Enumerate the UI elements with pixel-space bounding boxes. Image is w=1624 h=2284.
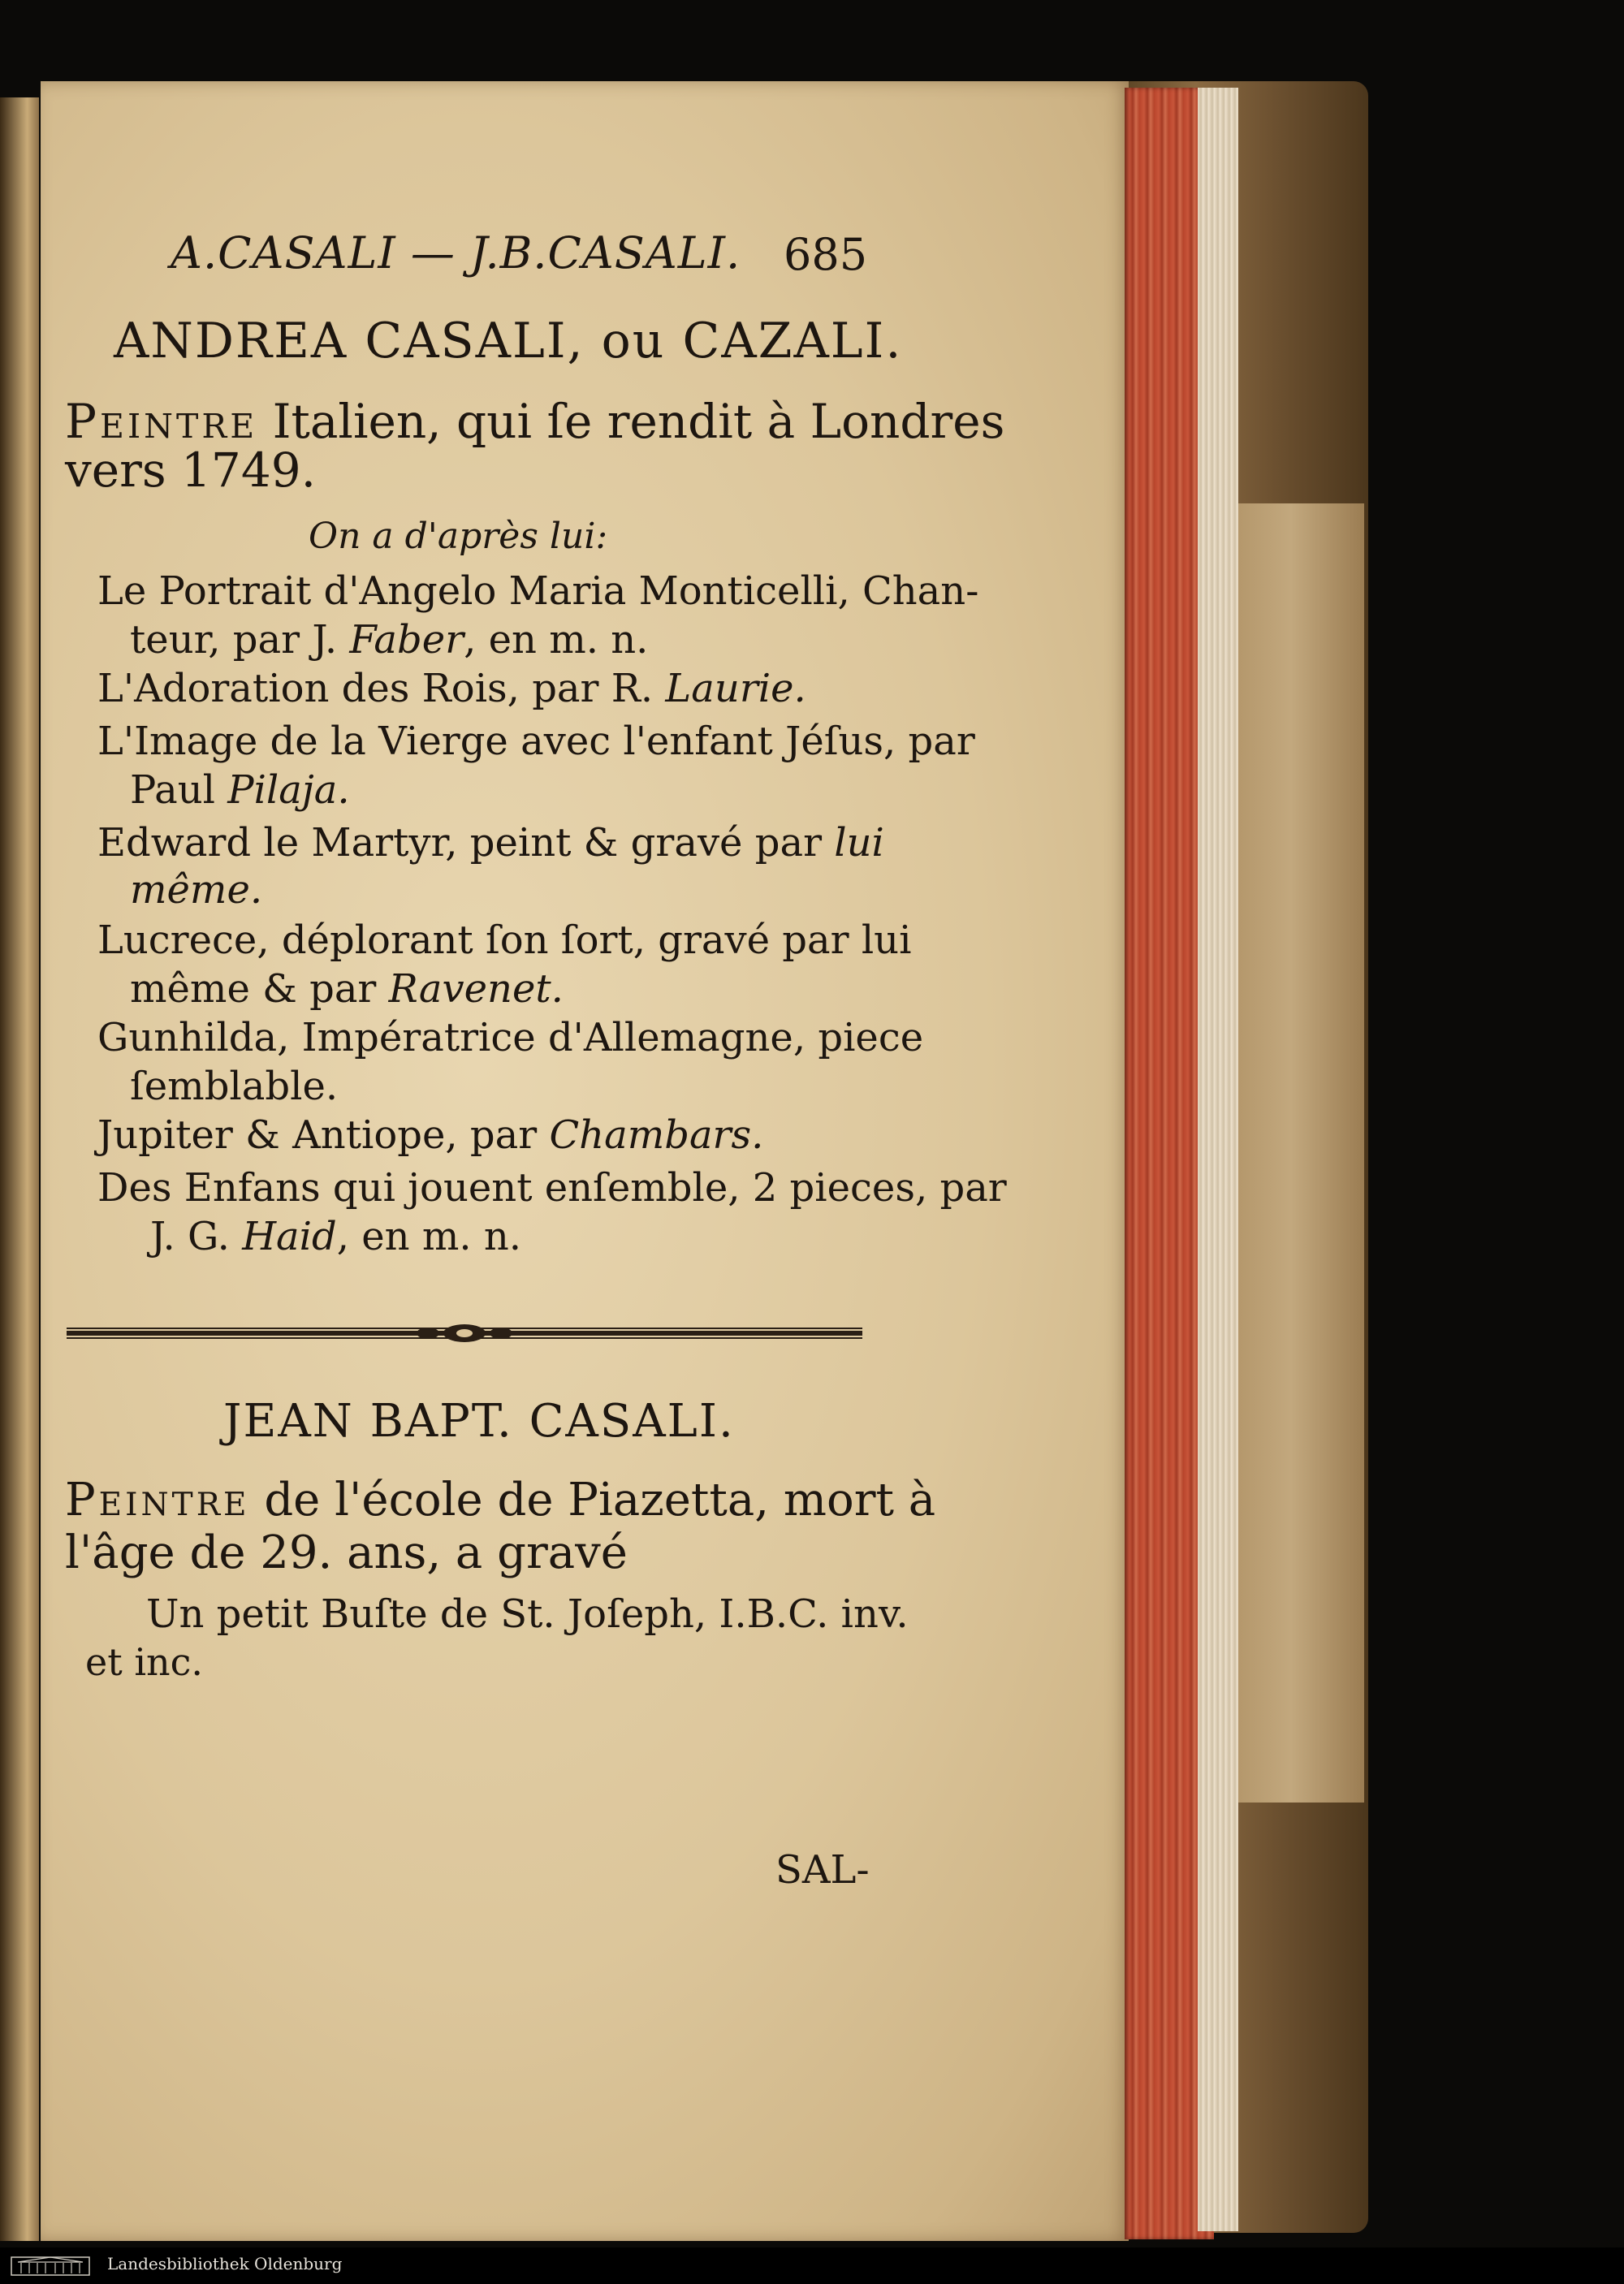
intro-rest: de l'école de Piazetta, mort à xyxy=(249,1474,936,1526)
entry-artist: lui xyxy=(834,820,884,866)
entry-5-line-2 xyxy=(130,966,564,1012)
entry-text: Jupiter & Antiope, par xyxy=(97,1112,550,1158)
entry-artist: Pilaja. xyxy=(227,767,350,813)
entry-text: , en m. n. xyxy=(336,1214,522,1259)
entry-4-line-1 xyxy=(97,820,884,866)
entry-3-line-2 xyxy=(130,767,350,813)
intro-line-2: vers 1749. xyxy=(65,443,317,498)
entry-artist: Faber xyxy=(349,617,464,663)
entry-text: même & par xyxy=(130,966,389,1012)
jb-entry-line-2: et inc. xyxy=(85,1640,204,1684)
facing-page-edge xyxy=(0,97,39,2241)
jb-entry-line-1: Un petit Buſte de St. Joſeph, I.B.C. inv. xyxy=(146,1591,909,1637)
entry-5-line-1: Lucrece, déplorant ſon ſort, gravé par lui xyxy=(97,917,912,963)
entry-7-line-1 xyxy=(97,1112,763,1158)
catchword: SAL- xyxy=(775,1847,870,1893)
intro-lead-word: Peintre xyxy=(65,1474,250,1526)
entry-text: , en m. n. xyxy=(464,617,649,663)
entry-2-line-1 xyxy=(97,666,806,711)
entry-8-line-1: Des Enfans qui jouent enſemble, 2 pieces, par xyxy=(97,1165,1007,1211)
intro-lead-word: Peintre xyxy=(65,394,258,449)
page-edges-light xyxy=(1198,88,1238,2231)
entry-1-line-2 xyxy=(130,617,648,663)
running-title: A.CASALI — J.B.CASALI. xyxy=(171,227,741,278)
entry-4-line-2: même. xyxy=(130,867,263,913)
cover-paper-strip xyxy=(1218,503,1364,1803)
section-title-jean-bapt-casali: JEAN BAPT. CASALI. xyxy=(223,1395,735,1448)
jb-intro-line-2: l'âge de 29. ans, a gravé xyxy=(65,1526,628,1579)
entry-text: Paul xyxy=(130,767,228,813)
intro-rest: Italien, qui ſe rendit à Londres xyxy=(257,394,1005,449)
entry-8-line-2 xyxy=(150,1214,521,1259)
intro-line-1 xyxy=(65,394,1004,449)
entry-6-line-1: Gunhilda, Impératrice d'Allemagne, piece xyxy=(97,1015,924,1060)
library-credit: Landesbibliothek Oldenburg xyxy=(107,2254,343,2273)
page-number: 685 xyxy=(784,229,868,280)
library-building-icon xyxy=(10,2254,91,2277)
entry-text: Edward le Martyr, peint & gravé par xyxy=(97,820,835,866)
entry-text: J. G. xyxy=(150,1214,243,1259)
entry-1-line-1: Le Portrait d'Angelo Maria Monticelli, Chan- xyxy=(97,568,979,614)
ornamental-divider xyxy=(67,1323,862,1343)
entry-artist: Laurie. xyxy=(665,666,806,711)
entry-artist: Chambars. xyxy=(549,1112,764,1158)
entry-text: L'Adoration des Rois, par R. xyxy=(97,666,666,711)
section-title-andrea-casali: ANDREA CASALI, ou CAZALI. xyxy=(114,313,903,369)
jb-intro-line-1 xyxy=(65,1474,935,1526)
entry-text: teur, par J. xyxy=(130,617,350,663)
entry-6-line-2: ſemblable. xyxy=(130,1064,339,1109)
subheading: On a d'après lui: xyxy=(309,516,608,557)
entry-artist: Haid xyxy=(242,1214,337,1259)
entry-3-line-1: L'Image de la Vierge avec l'enfant Jéſus, par xyxy=(97,719,975,764)
entry-artist: Ravenet. xyxy=(388,966,564,1012)
